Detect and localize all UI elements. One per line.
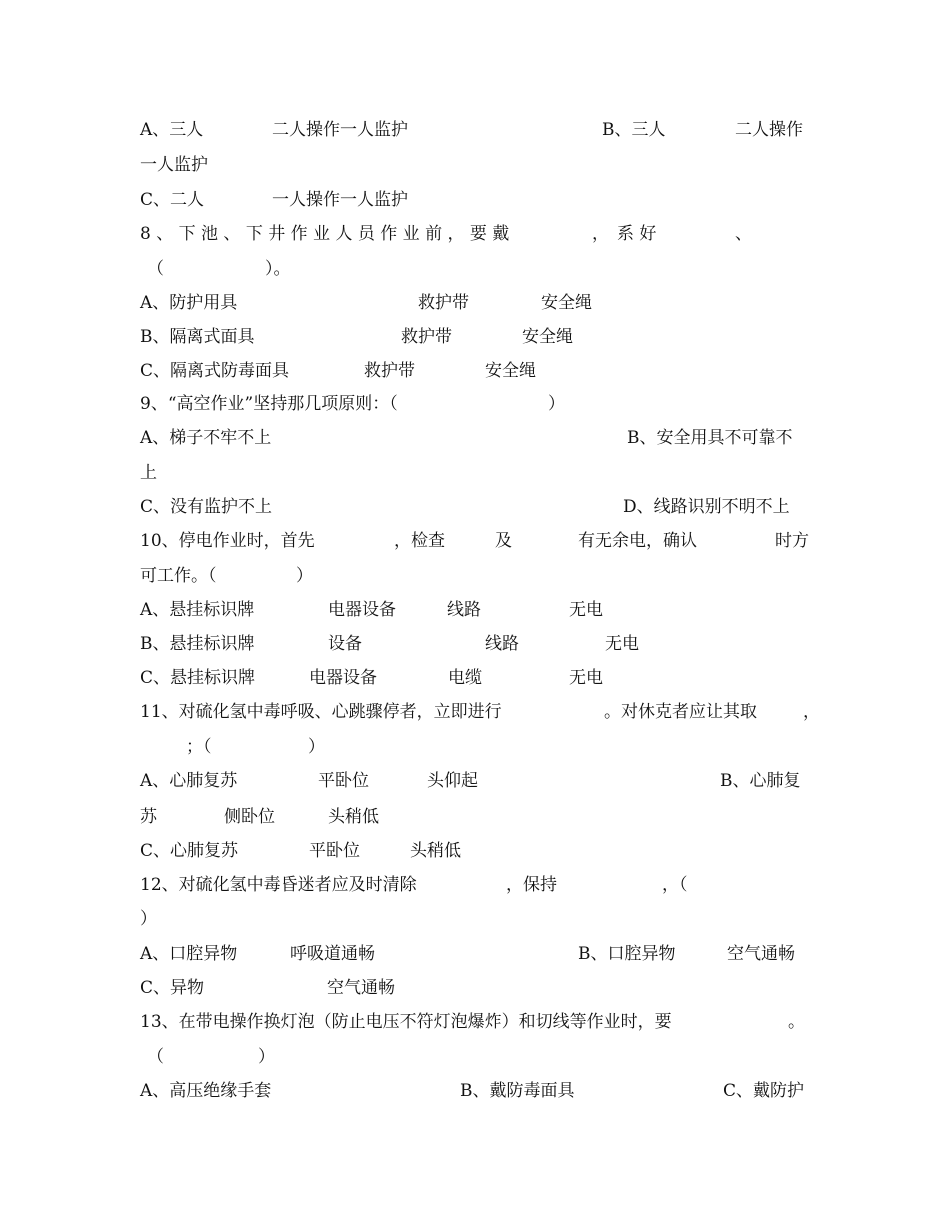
- text-segment: A、高压绝缘手套: [140, 1081, 272, 1101]
- text-line: [0, 870, 950, 900]
- text-segment: 上: [140, 463, 157, 483]
- text-segment: B、戴防毒面具: [460, 1081, 575, 1101]
- text-segment: 安全绳: [541, 293, 592, 313]
- text-segment: 。: [788, 1012, 805, 1032]
- text-segment: 、: [735, 224, 752, 244]
- text-segment: A、防护用具: [140, 293, 238, 313]
- text-segment: C、隔离式防毒面具: [140, 361, 290, 381]
- text-segment: 头稍低: [410, 841, 461, 861]
- text-segment: 安全绳: [522, 327, 573, 347]
- text-segment: A、口腔异物: [140, 944, 238, 964]
- text-segment: C、二人: [140, 190, 205, 210]
- text-segment: A、梯子不牢不上: [140, 428, 272, 448]
- text-segment: ，保持: [506, 875, 557, 895]
- text-segment: （: [147, 1047, 164, 1067]
- text-segment: 呼吸道通畅: [290, 944, 375, 964]
- text-line: [0, 423, 950, 453]
- text-line: [0, 732, 950, 762]
- text-segment: 二人操作: [735, 120, 803, 140]
- text-line: [0, 973, 950, 1003]
- text-segment: 线路: [485, 634, 519, 654]
- text-segment: C、异物: [140, 978, 205, 998]
- text-segment: 无电: [605, 634, 639, 654]
- text-segment: 头仰起: [427, 771, 478, 791]
- text-segment: A、三人: [140, 120, 204, 140]
- text-line: [0, 561, 950, 591]
- text-segment: C、戴防护: [723, 1081, 805, 1101]
- text-segment: ）: [308, 737, 325, 757]
- text-segment: 二人操作一人监护: [272, 120, 408, 140]
- text-line: [0, 185, 950, 215]
- text-segment: 平卧位: [309, 841, 360, 861]
- text-line: [0, 115, 950, 145]
- text-line: [0, 150, 950, 180]
- text-segment: 无电: [569, 600, 603, 620]
- text-segment: 13、在带电操作换灯泡（防止电压不符灯泡爆炸）和切线等作业时，要: [140, 1012, 672, 1032]
- text-line: [0, 766, 950, 796]
- text-segment: 一人操作一人监护: [272, 190, 408, 210]
- text-line: [0, 458, 950, 488]
- text-line: [0, 1007, 950, 1037]
- text-segment: ，: [592, 224, 609, 244]
- text-line: [0, 322, 950, 352]
- text-line: [0, 836, 950, 866]
- text-segment: B、口腔异物: [578, 944, 676, 964]
- text-line: [0, 526, 950, 556]
- text-segment: 10、停电作业时，首先: [140, 531, 315, 551]
- text-segment: （: [147, 259, 164, 279]
- text-segment: C、悬挂标识牌: [140, 668, 256, 688]
- text-segment: ）: [140, 909, 157, 929]
- text-segment: ）。: [265, 259, 291, 279]
- text-line: [0, 492, 950, 522]
- text-segment: 救护带: [418, 293, 469, 313]
- text-segment: 11、对硫化氢中毒呼吸、心跳骤停者，立即进行: [140, 702, 502, 722]
- text-segment: 苏: [140, 807, 157, 827]
- text-line: [0, 697, 950, 727]
- text-line: [0, 663, 950, 693]
- text-segment: 及: [495, 531, 512, 551]
- text-segment: ）: [548, 394, 565, 414]
- text-segment: A、心肺复苏: [140, 771, 238, 791]
- text-line: [0, 595, 950, 625]
- text-segment: 线路: [447, 600, 481, 620]
- text-segment: C、没有监护不上: [140, 497, 273, 517]
- text-segment: 12、对硫化氢中毒昏迷者应及时清除: [140, 875, 417, 895]
- text-segment: B、隔离式面具: [140, 327, 255, 347]
- text-segment: 有无余电，确认: [578, 531, 697, 551]
- text-segment: 平卧位: [318, 771, 369, 791]
- text-segment: C、心肺复苏: [140, 841, 239, 861]
- text-line: [0, 1076, 950, 1106]
- text-segment: ）: [258, 1047, 275, 1067]
- text-segment: A、悬挂标识牌: [140, 600, 255, 620]
- text-segment: 设备: [328, 634, 362, 654]
- text-segment: 安全绳: [485, 361, 536, 381]
- text-line: [0, 288, 950, 318]
- text-line: [0, 629, 950, 659]
- text-line: [0, 1042, 950, 1072]
- text-segment: 无电: [569, 668, 603, 688]
- text-segment: 侧卧位: [224, 807, 275, 827]
- text-segment: 空气通畅: [327, 978, 395, 998]
- text-segment: 电器设备: [328, 600, 396, 620]
- text-segment: 9、“高空作业”坚持那几项原则：（: [140, 394, 398, 414]
- text-segment: 空气通畅: [727, 944, 795, 964]
- text-segment: 救护带: [364, 361, 415, 381]
- text-line: [0, 356, 950, 386]
- text-segment: 头稍低: [328, 807, 379, 827]
- text-segment: 电缆: [448, 668, 482, 688]
- text-segment: D、线路识别不明不上: [623, 497, 790, 517]
- text-segment: 时方: [775, 531, 809, 551]
- text-line: [0, 389, 950, 419]
- text-line: [0, 939, 950, 969]
- text-segment: 救护带: [401, 327, 452, 347]
- text-segment: 电器设备: [309, 668, 377, 688]
- text-segment: ，检查: [394, 531, 445, 551]
- text-segment: ；（: [186, 737, 212, 757]
- text-segment: B、心肺复: [720, 771, 801, 791]
- text-line: [0, 254, 950, 284]
- text-line: [0, 904, 950, 934]
- text-segment: 8 、 下 池 、 下 井 作 业 人 员 作 业 前 ， 要 戴: [140, 224, 510, 244]
- text-segment: ）: [296, 566, 313, 586]
- text-segment: B、安全用具不可靠不: [627, 428, 793, 448]
- text-segment: ，: [803, 702, 820, 722]
- text-segment: B、悬挂标识牌: [140, 634, 255, 654]
- text-segment: 一人监护: [140, 155, 208, 175]
- text-line: [0, 802, 950, 832]
- text-segment: 。对休克者应让其取: [604, 702, 757, 722]
- text-line: [0, 219, 950, 249]
- text-segment: 系 好: [617, 224, 657, 244]
- text-segment: ，（: [662, 875, 688, 895]
- text-segment: B、三人: [602, 120, 666, 140]
- text-segment: 可工作。（: [140, 566, 217, 586]
